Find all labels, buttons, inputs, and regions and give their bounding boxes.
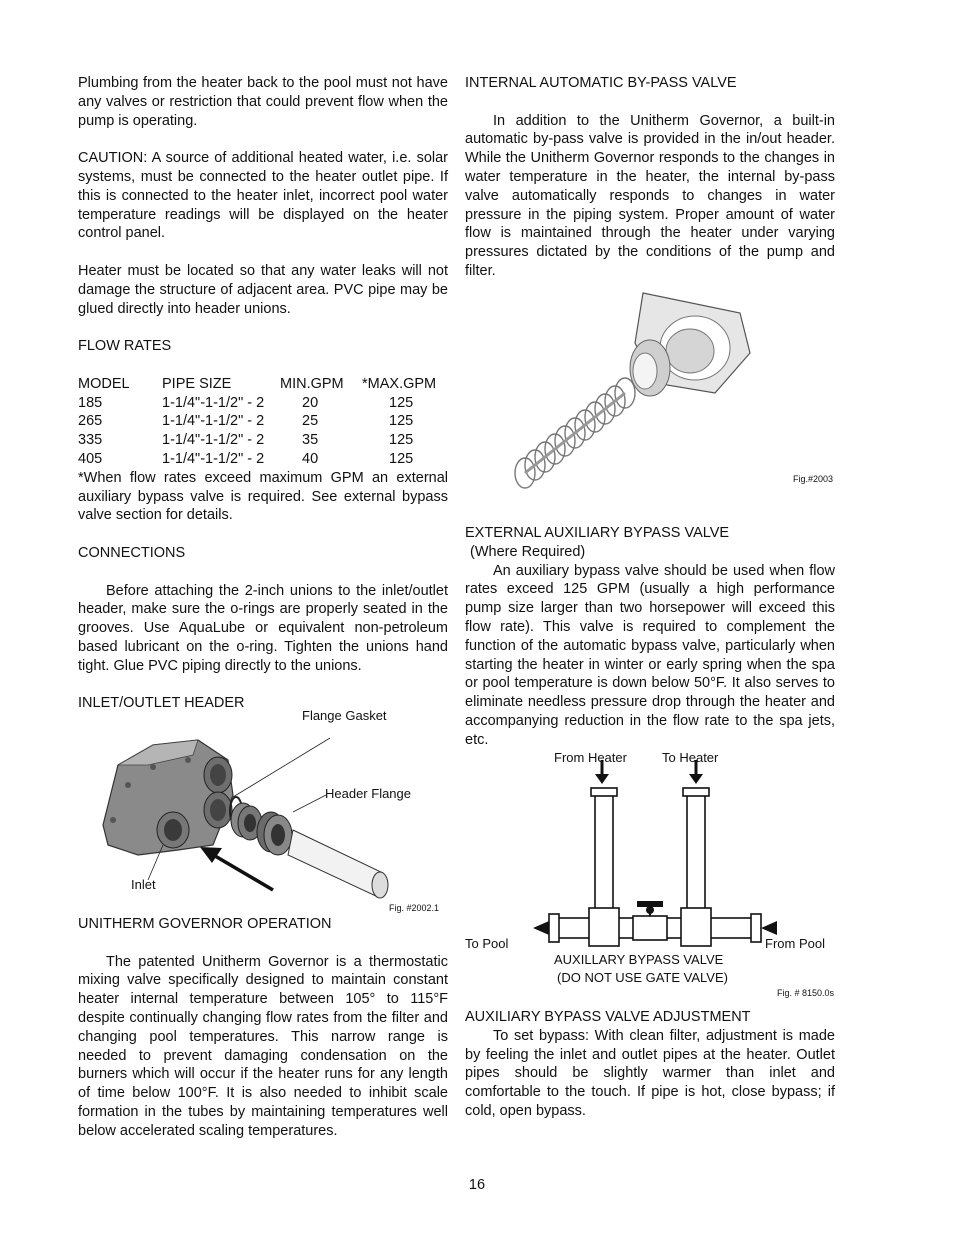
bypass-valve-illustration <box>465 283 835 493</box>
bypass-valve-figure <box>465 283 835 493</box>
table-cell: 125 <box>389 394 414 411</box>
to-heater-label: To Heater <box>662 750 719 765</box>
caution-paragraph: CAUTION: A source of additional heated water, i.e. solar systems, must be connected to the heater outlet pipe. If this is connected to the heater inlet, incorrect pool water temperature readings will be displayed on the heater control panel. <box>78 150 448 242</box>
figure-number: Fig. # 8150.0s <box>777 988 835 998</box>
to-pool-label: To Pool <box>465 936 509 951</box>
figure-number: Fig. #2002.1 <box>389 903 440 913</box>
table-cell: 185 <box>78 394 103 411</box>
table-cell: 1-1/4"-1-1/2" - 2 <box>162 413 265 430</box>
connections-heading: CONNECTIONS <box>78 544 186 561</box>
connections-paragraph: Before attaching the 2-inch unions to the inlet/outlet header, make sure the o-rings are properly seated in the grooves. Use AquaLube or equivalent non-petroleum based lubricant on the o-ring. Tighten the unions hand tight. Glue PVC piping directly to the unions. <box>78 582 448 674</box>
table-header: MODEL <box>78 375 130 392</box>
inlet-label: Inlet <box>131 877 156 892</box>
flow-rates-table <box>78 375 436 469</box>
external-paragraph: An auxiliary bypass valve should be used when flow rates exceed 125 GPM (usually a high performance pump size larger than two horsepower will exceed this flow rate). This valve is required to complement the function of the automatic bypass valve, particularly when starting the heater in winter or early spring when the spa or pool temperature is down below 50°F. It also serves to eliminate needless pressure drop through the heater and accompanying reduction in the flow rate to the spa jets, etc. <box>465 562 835 748</box>
table-header-row <box>78 375 436 394</box>
table-header: MIN.GPM <box>280 375 344 392</box>
table-cell: 125 <box>389 432 414 449</box>
external-heading: EXTERNAL AUXILIARY BYPASS VALVE <box>465 525 730 541</box>
location-paragraph: Heater must be located so that any water leaks will not damage the structure of adjacent area. PVC pipe may be glued directly into header unions. <box>78 262 448 317</box>
table-cell: 405 <box>78 450 103 467</box>
table-cell: 1-1/4"-1-1/2" - 2 <box>162 432 265 449</box>
figure-number: Fig.#2003 <box>793 474 834 484</box>
header-figure <box>78 705 448 915</box>
table-row <box>78 394 436 413</box>
table-cell: 125 <box>389 450 414 467</box>
adjustment-paragraph: To set bypass: With clean filter, adjustment is made by feeling the inlet and outlet pipes at the heater. Outlet pipes should be slightly warmer than inlet and comfortable to the touch. If pipe is hot, close bypass; if cold, open bypass. <box>465 1027 835 1119</box>
valve-warning-label: (DO NOT USE GATE VALVE) <box>557 970 728 985</box>
table-cell: 125 <box>389 413 414 430</box>
adjustment-section <box>465 1008 835 1121</box>
table-row <box>78 431 436 450</box>
table-row <box>78 450 436 469</box>
bypass-paragraph: In addition to the Unitherm Governor, a built-in automatic by-pass valve is provided in the in/out header. While the Unitherm Governor responds to the changes in water temperature in the heater, the internal by-pass valve automatically responds to changes in water pressure in the piping system. Proper amount of water flow is maintained through the heater under varying pressures dictated by the conditions of the pump and filter. <box>465 112 835 279</box>
flow-note: *When flow rates exceed maximum GPM an external auxiliary bypass valve is required. See external bypass valve section for details. <box>78 469 448 524</box>
table-cell: 265 <box>78 413 103 430</box>
table-cell: 20 <box>302 394 319 411</box>
from-pool-label: From Pool <box>765 936 825 951</box>
left-column <box>78 74 448 713</box>
adjustment-heading: AUXILIARY BYPASS VALVE ADJUSTMENT <box>465 1009 751 1025</box>
page-number: 16 <box>468 1177 486 1193</box>
table-cell: 40 <box>302 450 319 467</box>
governor-heading: UNITHERM GOVERNOR OPERATION <box>78 916 332 932</box>
table-header: PIPE SIZE <box>162 375 232 392</box>
header-heading: INLET/OUTLET HEADER <box>78 695 245 712</box>
plumbing-paragraph: Plumbing from the heater back to the pool must not have any valves or restriction that could prevent flow when the pump is operating. <box>78 75 448 129</box>
table-cell: 25 <box>302 413 319 430</box>
table-cell: 35 <box>302 432 319 449</box>
external-section <box>465 524 835 750</box>
governor-paragraph: The patented Unitherm Governor is a thermostatic mixing valve specifically designed to maintain constant heater internal temperature between 105° to 115°F despite continually changing flow rates from the filter and changing pool temperatures. This narrow range is needed to prevent damaging condensation on the burners which will occur if the heater runs for any length of time below 100°F. It is also needed to inhibit scale formation in the tubes by maintaining temperatures well below accelerated scaling temperatures. <box>78 953 448 1139</box>
governor-section <box>78 915 448 1141</box>
table-header: *MAX.GPM <box>362 375 437 392</box>
table-row <box>78 412 436 431</box>
flow-rates-heading: FLOW RATES <box>78 338 172 355</box>
right-column <box>465 74 835 281</box>
from-heater-label: From Heater <box>554 750 627 765</box>
table-cell: 1-1/4"-1-1/2" - 2 <box>162 450 265 467</box>
external-subheading: (Where Required) <box>470 543 586 560</box>
header-flange-label: Header Flange <box>325 786 411 801</box>
table-cell: 1-1/4"-1-1/2" - 2 <box>162 394 265 411</box>
valve-label: AUXILLARY BYPASS VALVE <box>554 952 724 967</box>
table-cell: 335 <box>78 432 103 449</box>
bypass-piping-figure <box>465 748 835 998</box>
bypass-heading: INTERNAL AUTOMATIC BY-PASS VALVE <box>465 75 737 91</box>
flange-gasket-label: Flange Gasket <box>302 708 387 723</box>
